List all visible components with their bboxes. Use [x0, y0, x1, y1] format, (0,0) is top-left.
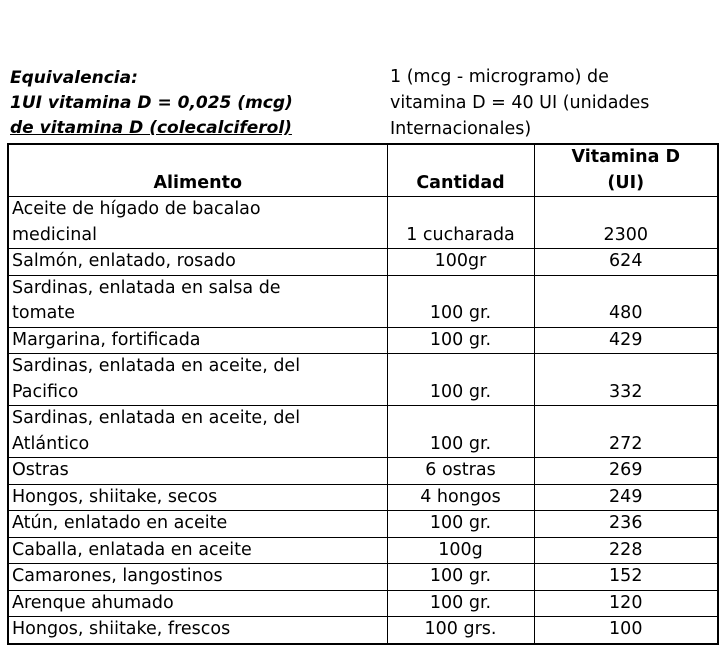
food-name-line: tomate	[12, 303, 75, 323]
table-row	[8, 617, 718, 644]
food-name-cell	[8, 617, 387, 644]
vitamin-d-value-cell: 249	[534, 484, 718, 511]
equivalence-title: Equivalencia:	[10, 68, 138, 88]
vitamin-d-value-cell: 480	[534, 275, 718, 327]
food-name-line: Aceite de hígado de bacalao	[12, 199, 261, 219]
food-name-cell	[8, 537, 387, 564]
quantity-cell: 100 gr.	[387, 275, 534, 327]
vitamin-d-value-cell: 228	[534, 537, 718, 564]
column-header-vitamin-d	[534, 144, 718, 197]
table-row	[8, 327, 718, 354]
table-row	[8, 484, 718, 511]
table-body	[8, 197, 718, 644]
food-name-line: medicinal	[12, 224, 97, 245]
food-name-cell	[8, 249, 387, 276]
food-name-line: Ostras	[12, 460, 69, 480]
vitamin-d-value-cell: 272	[534, 406, 718, 458]
conversion-line-2: vitamina D = 40 UI (unidades	[390, 93, 650, 113]
conversion-note	[390, 64, 720, 142]
food-name-cell	[8, 484, 387, 511]
food-name-line: Arenque ahumado	[12, 592, 174, 613]
quantity-cell: 100 gr.	[387, 590, 534, 617]
food-name-line: Hongos, shiitake, frescos	[12, 619, 231, 639]
food-name-line: Camarones, langostinos	[12, 566, 223, 586]
food-name-cell	[8, 590, 387, 617]
equivalence-note	[10, 66, 385, 141]
vitamin-d-table	[7, 143, 719, 645]
food-name-cell	[8, 511, 387, 538]
column-header-quantity: Cantidad	[387, 144, 534, 197]
food-name-cell	[8, 564, 387, 591]
equivalence-substance: de vitamina D (colecalciferol)	[10, 118, 292, 138]
food-name-line: Sardinas, enlatada en salsa de	[12, 277, 281, 298]
vitamin-d-value-cell: 2300	[534, 197, 718, 249]
vitamin-d-value-cell: 269	[534, 458, 718, 485]
table-row	[8, 458, 718, 485]
quantity-cell: 100 gr.	[387, 564, 534, 591]
table-row	[8, 537, 718, 564]
table-row	[8, 564, 718, 591]
table-row	[8, 275, 718, 327]
conversion-line-3: Internacionales)	[390, 119, 532, 139]
quantity-cell: 100g	[387, 537, 534, 564]
food-name-cell	[8, 327, 387, 354]
quantity-cell: 100 gr.	[387, 406, 534, 458]
table-row	[8, 590, 718, 617]
vitamin-d-value-cell: 100	[534, 617, 718, 644]
table-row	[8, 354, 718, 406]
column-header-vitamin-d-line2: (UI)	[607, 172, 645, 193]
table-row	[8, 406, 718, 458]
food-name-line: Caballa, enlatada en aceite	[12, 539, 252, 560]
quantity-cell: 100 gr.	[387, 354, 534, 406]
food-name-cell	[8, 354, 387, 406]
vitamin-d-value-cell: 236	[534, 511, 718, 538]
food-name-line: Pacifico	[12, 381, 79, 402]
vitamin-d-value-cell: 429	[534, 327, 718, 354]
table-row	[8, 249, 718, 276]
food-name-line: Hongos, shiitake, secos	[12, 486, 218, 507]
food-name-cell	[8, 197, 387, 249]
quantity-cell: 100 grs.	[387, 617, 534, 644]
quantity-cell: 1 cucharada	[387, 197, 534, 249]
food-name-cell	[8, 406, 387, 458]
vitamin-d-value-cell: 332	[534, 354, 718, 406]
quantity-cell: 100 gr.	[387, 327, 534, 354]
quantity-cell: 4 hongos	[387, 484, 534, 511]
food-name-line: Atlántico	[12, 433, 90, 454]
quantity-cell: 100 gr.	[387, 511, 534, 538]
food-name-line: Atún, enlatado en aceite	[12, 513, 228, 533]
vitamin-d-value-cell: 624	[534, 249, 718, 276]
table-row	[8, 197, 718, 249]
quantity-cell: 6 ostras	[387, 458, 534, 485]
table-header-row	[8, 144, 718, 197]
food-name-line: Sardinas, enlatada en aceite, del	[12, 408, 301, 428]
conversion-line-1: 1 (mcg - microgramo) de	[390, 67, 609, 87]
food-name-line: Sardinas, enlatada en aceite, del	[12, 356, 301, 376]
column-header-vitamin-d-line1: Vitamina D	[571, 147, 681, 167]
quantity-cell: 100gr	[387, 249, 534, 276]
equivalence-formula: 1UI vitamina D = 0,025 (mcg)	[10, 93, 293, 113]
food-name-cell	[8, 458, 387, 485]
food-name-line: Margarina, fortificada	[12, 329, 201, 350]
vitamin-d-value-cell: 152	[534, 564, 718, 591]
vitamin-d-value-cell: 120	[534, 590, 718, 617]
table-row	[8, 511, 718, 538]
food-name-cell	[8, 275, 387, 327]
column-header-food: Alimento	[8, 144, 387, 197]
food-name-line: Salmón, enlatado, rosado	[12, 251, 236, 271]
